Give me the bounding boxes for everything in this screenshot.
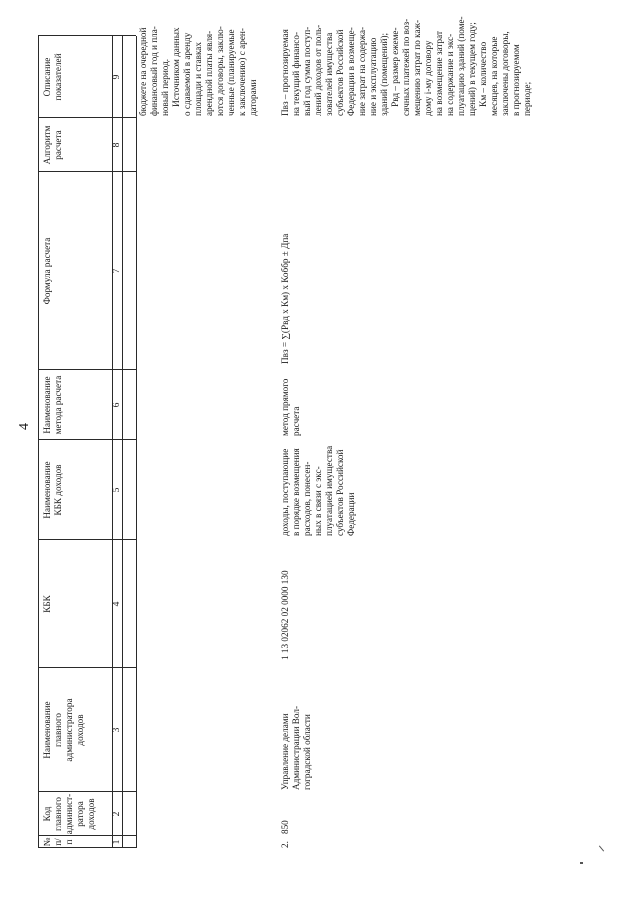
header-kbk-name: Наименование КБК доходов: [42, 461, 63, 519]
header-admin-name: Наименование главного администратора доходов: [42, 698, 85, 762]
header-admin-code: Код главного админист- ратора доходов: [42, 793, 96, 835]
column-number: 7: [112, 268, 122, 274]
header-formula: Формула расчета: [42, 237, 52, 305]
column-number: 1: [112, 839, 122, 845]
header-method-name: Наименование метода расчета: [42, 375, 63, 435]
rotated-landscape-page: [12, 0, 617, 848]
column-number: 4: [112, 601, 122, 607]
column-number: 3: [112, 727, 122, 733]
page-number: 4: [17, 423, 32, 430]
row1-description: бюджете на очередной финансовый год и пла- новый период. Источником данных о сдаваемой в аренду площади и ставках арендной платы явля- ются договоры, заклю- ченные (планируемые к заключению) с арен- даторами: [138, 26, 258, 116]
header-description: Описание показателей: [42, 53, 63, 101]
column-number: 8: [112, 142, 122, 148]
header-number: № п/п: [42, 837, 74, 847]
column-number: 5: [112, 487, 122, 493]
column-number: 9: [112, 74, 122, 80]
row2-admin-name: Управление делами Администрации Вол- гоградской области: [280, 705, 312, 790]
column-number: 2: [112, 811, 122, 817]
row2-formula: Пвз = ∑(Рвд х Км) х Коббр ± Дпа: [280, 233, 290, 364]
header-kbk: КБК: [42, 595, 52, 613]
row2-method-name: метод прямого расчета: [280, 378, 301, 436]
row2-admin-code: 850: [280, 820, 290, 834]
row2-kbk-name: доходы, поступающие в порядке возмещения расходов, понесен- ных в связи с экс- плуатацией имущества субъектов Российской Федерации: [280, 445, 356, 536]
header-algorithm: Алгоритм расчета: [42, 125, 63, 165]
row2-number: 2.: [280, 841, 290, 848]
scan-mark: [580, 862, 583, 864]
row2-description: Пвз – прогнозируемая на текущий финансо- вый год сумма поступ- лений доходов от поль- зователей имущества субъектов Российской Федерации в возмеще- ние затрат на содержа- ние и эксплуатацию зданий (помещений); Рвд – размер ежеме- сячных платежей по воз- мещению затрат по каж- дому i-му договору на возмещение затрат на содержание и экс- плуатацию зданий (поме- щений) в текущем году; Км – количество месяцев, на которые заключены договоры, в прогнозируемом периоде;: [280, 16, 532, 116]
row2-kbk: 1 13 02062 02 0000 130: [280, 570, 290, 660]
column-number: 6: [112, 402, 122, 408]
